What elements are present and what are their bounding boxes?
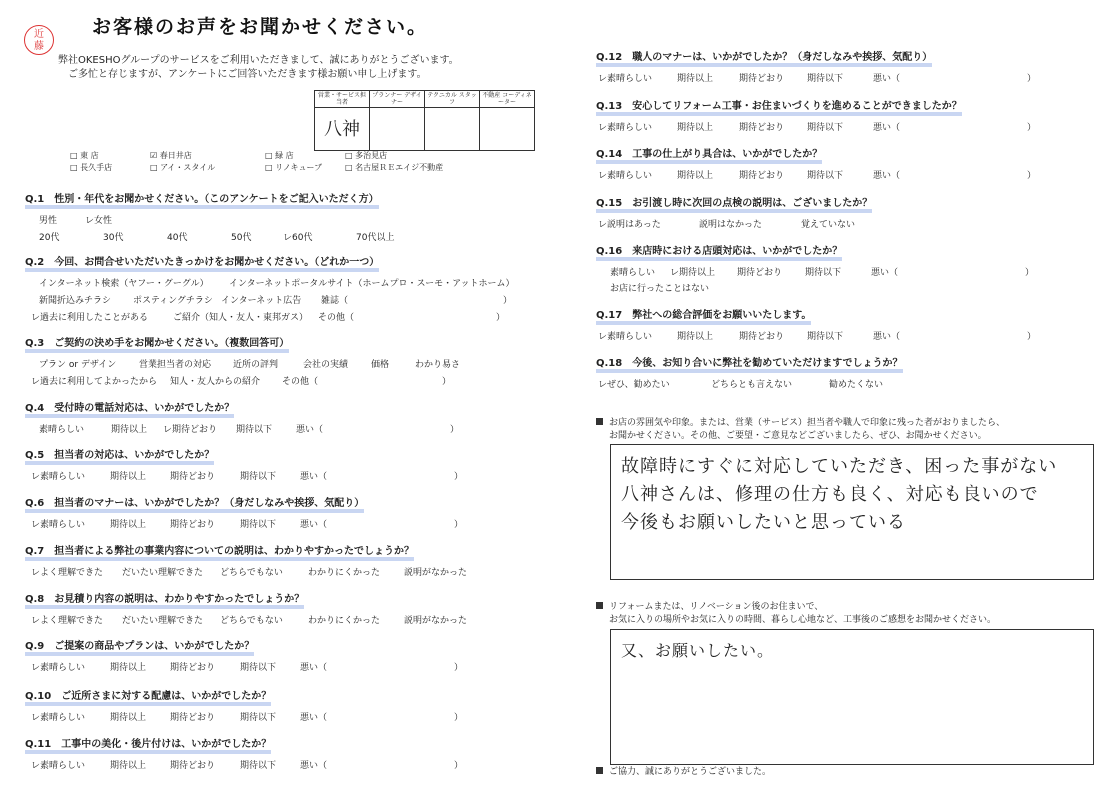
option[interactable]: 期待どおり <box>170 663 216 673</box>
option[interactable]: プラン or デザイン <box>39 360 117 370</box>
option[interactable]: だいたい理解できた <box>122 616 204 626</box>
question-18: Q.18 今後、お知り合いに弊社を勧めていただけますでしょうか？ レ ぜひ、勧めたい どちらとも言えない 勧めたくない <box>596 358 903 390</box>
option[interactable]: 期待以上 <box>110 663 147 673</box>
option[interactable]: 覚えていない <box>801 220 856 230</box>
bullet-square-icon <box>596 418 603 425</box>
option[interactable]: 価格 <box>371 360 390 370</box>
option-selected[interactable]: 素晴らしい <box>40 520 86 530</box>
store-option[interactable]: □ 緑 店 <box>265 151 294 160</box>
option[interactable]: 期待以下 <box>236 425 273 435</box>
option[interactable]: どちらとも言えない <box>711 380 793 390</box>
option[interactable]: 期待どおり <box>170 520 216 530</box>
option[interactable]: 期待以下 <box>805 268 842 278</box>
option[interactable]: 期待どおり <box>739 332 785 342</box>
option[interactable]: 期待どおり <box>170 761 216 771</box>
option[interactable]: 期待以下 <box>240 472 277 482</box>
option[interactable]: 期待以下 <box>240 663 277 673</box>
question-4: Q.4 受付時の電話対応は、いかがでしたか？ 素晴らしい 期待以上 レ 期待どおり 期待以下 悪い（ ） <box>25 403 460 435</box>
intro-text: 弊社OKESHOグループのサービスをご利用いただきまして、誠にありがとうございます。 ご多忙と存じますが、アンケートにご回答いただきます様お願い申し上げます。 <box>58 55 459 80</box>
option[interactable]: 期待どおり <box>170 713 216 723</box>
option[interactable]: 悪い（ <box>873 74 901 84</box>
option-selected[interactable]: ぜひ、勧めたい <box>607 380 670 390</box>
option[interactable]: 70代以上 <box>356 233 395 243</box>
option[interactable]: 悪い（ <box>873 171 901 181</box>
option[interactable]: 40代 <box>167 233 188 243</box>
option-selected[interactable]: 女性 <box>94 216 113 226</box>
option[interactable]: 30代 <box>103 233 124 243</box>
question-7: Q.7 担当者による弊社の事業内容についての説明は、わかりやすかったでしょうか？ レ よく理解できた だいたい理解できた どちらでもない わかりにくかった 説明がなかった <box>25 546 468 578</box>
option[interactable]: 期待どおり <box>739 74 785 84</box>
staff-header: テクニカル スタッフ <box>425 91 480 108</box>
store-option[interactable]: □ 多治見店 <box>345 151 388 160</box>
store-option[interactable]: □ 名古屋ＲＥエイジ不動産 <box>345 163 444 172</box>
option[interactable]: 会社の実績 <box>303 360 349 370</box>
option[interactable]: 男性 <box>39 216 58 226</box>
option[interactable]: 期待以上 <box>677 171 714 181</box>
option[interactable]: 50代 <box>231 233 252 243</box>
option[interactable]: 説明がなかった <box>404 616 468 626</box>
option[interactable]: わかり易さ <box>415 360 461 370</box>
option[interactable]: 悪い（ <box>300 713 328 723</box>
option[interactable]: 期待以上 <box>677 123 714 133</box>
option[interactable]: 営業担当者の対応 <box>139 360 212 370</box>
option-selected[interactable]: よく理解できた <box>40 616 104 626</box>
question-1: Q.1 性別・年代をお聞かせください。（このアンケートをご記入いただく方） 男性 レ 女性 20代 30代 40代 50代 レ 60代 70代以上 <box>25 194 395 243</box>
option[interactable]: 期待どおり <box>739 171 785 181</box>
option[interactable]: 悪い（ <box>873 123 901 133</box>
staff-value-realestate[interactable] <box>480 108 535 151</box>
option-selected[interactable]: 60代 <box>292 233 313 243</box>
option[interactable]: 新聞折込みチラシ <box>39 296 112 306</box>
option[interactable]: 説明はなかった <box>699 220 763 230</box>
option-selected[interactable]: 過去に利用したことがある <box>40 313 149 323</box>
option[interactable]: 悪い（ <box>873 332 901 342</box>
footer-thanks: ご協力、誠にありがとうございました。 <box>596 766 771 779</box>
option[interactable]: 素晴らしい <box>610 268 656 278</box>
bullet-square-icon <box>596 602 603 609</box>
option[interactable]: 期待以上 <box>110 713 147 723</box>
option-selected[interactable]: 素晴らしい <box>40 713 86 723</box>
handwritten-line: 今後もお願いしたいと思っている <box>621 512 906 533</box>
question-15: Q.15 お引渡し時に次回の点検の説明は、ございましたか？ レ 説明はあった 説明はなかった 覚えていない <box>596 198 873 230</box>
option-selected[interactable]: 過去に利用してよかったから <box>40 377 158 387</box>
store-option[interactable]: ☑ 春日井店 <box>150 151 192 160</box>
option-selected[interactable]: 素晴らしい <box>607 123 653 133</box>
question-11: Q.11 工事中の美化・後片付けは、いかがでしたか？ レ 素晴らしい 期待以上 期待どおり 期待以下 悪い（ ） <box>25 739 464 771</box>
option[interactable]: 期待以下 <box>807 171 844 181</box>
option[interactable]: 悪い（ <box>300 761 328 771</box>
option-selected[interactable]: 素晴らしい <box>40 472 86 482</box>
option[interactable]: 悪い（ <box>300 663 328 673</box>
comment-1-box[interactable] <box>610 444 1094 580</box>
comment-1-label: お店の雰囲気や印象。または、営業（サービス）担当者や職人で印象に残った者がおりましたら、 お聞かせください。その他、ご要望・ご意見などございましたら、ぜひ、お聞かせください。 <box>596 417 1005 443</box>
staff-header: 不動産 コーディネーター <box>480 91 535 108</box>
option[interactable]: 近所の評判 <box>233 360 279 370</box>
option-selected[interactable]: 期待どおり <box>172 425 218 435</box>
question-8: Q.8 お見積り内容の説明は、わかりやすかったでしょうか？ レ よく理解できた だいたい理解できた どちらでもない わかりにくかった 説明がなかった <box>25 594 468 626</box>
option[interactable]: 期待以下 <box>240 761 277 771</box>
option[interactable]: お店に行ったことはない <box>610 284 710 294</box>
option[interactable]: 期待以上 <box>677 74 714 84</box>
option[interactable]: 悪い（ <box>300 472 328 482</box>
option-selected[interactable]: 説明はあった <box>607 220 661 230</box>
option-selected[interactable]: 素晴らしい <box>607 332 653 342</box>
question-14: Q.14 工事の仕上がり具合は、いかがでしたか？ レ 素晴らしい 期待以上 期待どおり 期待以下 悪い（ ） <box>596 149 1037 181</box>
option[interactable]: 期待どおり <box>170 472 216 482</box>
option[interactable]: インターネット広告 <box>221 296 302 306</box>
option[interactable]: 期待どおり <box>737 268 783 278</box>
option[interactable]: その他（ <box>318 313 355 323</box>
staff-value-planner[interactable] <box>370 108 425 151</box>
question-13: Q.13 安心してリフォーム工事・お住まいづくりを進めることができましたか？ レ 素晴らしい 期待以上 期待どおり 期待以下 悪い（ ） <box>596 101 1037 133</box>
option[interactable]: 期待以下 <box>807 74 844 84</box>
store-option[interactable]: □ リノキューブ <box>265 163 323 172</box>
option[interactable]: 悪い（ <box>871 268 899 278</box>
option[interactable]: ポスティングチラシ <box>133 296 213 306</box>
store-option[interactable]: □ アイ・スタイル <box>150 163 216 172</box>
question-12: Q.12 職人のマナーは、いかがでしたか？（身だしなみや挨拶、気配り） レ 素晴らしい 期待以上 期待どおり 期待以下 悪い（ ） <box>596 52 1037 84</box>
bullet-square-icon <box>596 767 603 774</box>
option[interactable]: 悪い（ <box>296 425 324 435</box>
option[interactable]: 期待以上 <box>110 520 147 530</box>
store-list <box>70 150 460 174</box>
option[interactable]: 知人・友人からの紹介 <box>170 377 261 387</box>
store-option[interactable]: □ 長久手店 <box>70 163 113 172</box>
option[interactable]: 20代 <box>39 233 60 243</box>
option[interactable]: 期待以上 <box>111 425 148 435</box>
option-selected[interactable]: 素晴らしい <box>40 761 86 771</box>
staff-header: 営業・サービス担当者 <box>315 91 370 108</box>
comment-2-label: リフォームまたは、リノベーション後のお住まいで、 お気に入りの場所やお気に入りの時間、暮らし心地など、工事後のご感想をお聞かせください。 <box>596 601 996 627</box>
option-selected[interactable]: 素晴らしい <box>607 74 653 84</box>
option-selected[interactable]: 期待以上 <box>679 268 716 278</box>
question-2: Q.2 今回、お問合せいただいたきっかけをお聞かせください。（どれか一つ） インターネット検索（ヤフー・グーグル） インターネットポータルサイト（ホームプロ・スーモ・アットホーム） 新聞折込みチラシ ポスティングチラシ インターネット広告 雑誌（ ） レ 過去に利用したことがある ご紹介（知人・友人・東邦ガス） その他（ ） <box>25 257 515 323</box>
option[interactable]: 期待以上 <box>110 472 147 482</box>
option[interactable]: 説明がなかった <box>404 568 468 578</box>
comment-2-box[interactable] <box>610 629 1094 765</box>
option[interactable]: 期待以上 <box>110 761 147 771</box>
option[interactable]: だいたい理解できた <box>122 568 204 578</box>
option[interactable]: どちらでもない <box>220 568 283 578</box>
option[interactable]: ご紹介（知人・友人・東邦ガス） <box>173 313 309 323</box>
staff-value-technical[interactable] <box>425 108 480 151</box>
staff-header: プランナー デザイナー <box>370 91 425 108</box>
question-6: Q.6 担当者のマナーは、いかがでしたか？（身だしなみや挨拶、気配り） レ 素晴らしい 期待以上 期待どおり 期待以下 悪い（ ） <box>25 498 464 530</box>
handwritten-line: 故障時にすぐに対応していただき、困った事がない <box>621 456 1058 477</box>
option[interactable]: どちらでもない <box>220 616 283 626</box>
option-selected[interactable]: 素晴らしい <box>607 171 653 181</box>
question-5: Q.5 担当者の対応は、いかがでしたか？ レ 素晴らしい 期待以上 期待どおり 期待以下 悪い（ ） <box>25 450 464 482</box>
signature-seal: 近 藤 <box>24 25 54 55</box>
question-17: Q.17 弊社への総合評価をお願いいたします。 レ 素晴らしい 期待以上 期待どおり 期待以下 悪い（ ） <box>596 310 1037 342</box>
option[interactable]: 雑誌（ <box>321 296 349 306</box>
option[interactable]: 勧めたくない <box>829 380 884 390</box>
option-selected[interactable]: よく理解できた <box>40 568 104 578</box>
option[interactable]: 期待どおり <box>739 123 785 133</box>
option[interactable]: 悪い（ <box>300 520 328 530</box>
handwritten-line: 又、お願いしたい。 <box>621 641 775 660</box>
question-10: Q.10 ご近所さまに対する配慮は、いかがでしたか？ レ 素晴らしい 期待以上 期待どおり 期待以下 悪い（ ） <box>25 691 464 723</box>
staff-table <box>314 90 535 151</box>
option[interactable]: 期待以下 <box>240 713 277 723</box>
question-9: Q.9 ご提案の商品やプランは、いかがでしたか？ レ 素晴らしい 期待以上 期待どおり 期待以下 悪い（ ） <box>25 641 464 673</box>
option[interactable]: 期待以下 <box>807 332 844 342</box>
option[interactable]: インターネット検索（ヤフー・グーグル） <box>39 279 209 289</box>
page-title: お客様のお声をお聞かせください。 <box>92 16 429 38</box>
handwritten-line: 八神さんは、修理の仕方も良く、対応も良いので <box>621 484 1039 505</box>
option[interactable]: 期待以下 <box>807 123 844 133</box>
option[interactable]: わかりにくかった <box>308 616 381 626</box>
staff-value-sales[interactable]: 八神 <box>315 108 370 151</box>
question-16: Q.16 来店時における店頭対応は、いかがでしたか？ 素晴らしい レ 期待以上 期待どおり 期待以下 悪い（ ） お店に行ったことはない <box>596 246 1035 294</box>
option[interactable]: 期待以上 <box>677 332 714 342</box>
option[interactable]: 素晴らしい <box>39 425 85 435</box>
option[interactable]: その他（ <box>282 377 319 387</box>
store-option[interactable]: □ 東 店 <box>70 151 99 160</box>
question-3: Q.3 ご契約の決め手をお聞かせください。（複数回答可） プラン or デザイン 営業担当者の対応 近所の評判 会社の実績 価格 わかり易さ レ 過去に利用してよかったから 知人・友人からの紹介 その他（ ） <box>25 338 461 387</box>
option[interactable]: インターネットポータルサイト（ホームプロ・スーモ・アットホーム） <box>229 279 515 289</box>
option-selected[interactable]: 素晴らしい <box>40 663 86 673</box>
option[interactable]: わかりにくかった <box>308 568 381 578</box>
option[interactable]: 期待以下 <box>240 520 277 530</box>
